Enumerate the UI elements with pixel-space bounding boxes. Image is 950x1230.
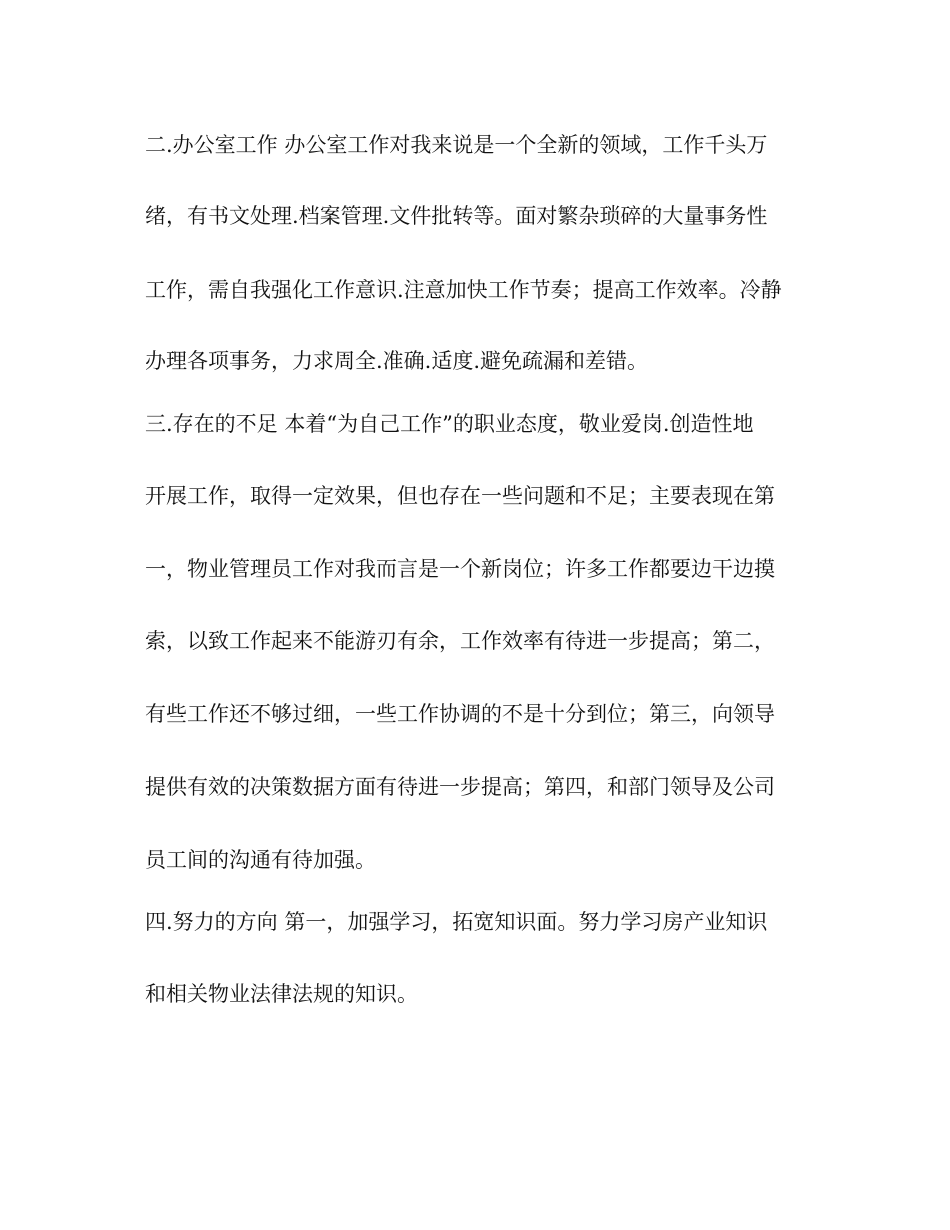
text-line-7: 一，物业管理员工作对我而言是一个新岗位；许多工作都要边干边摸 — [145, 557, 775, 581]
text-line-1: 二.办公室工作 办公室工作对我来说是一个全新的领域，工作千头万 — [145, 133, 768, 157]
text-line-6: 开展工作，取得一定效果，但也存在一些问题和不足；主要表现在第 — [145, 484, 775, 508]
text-line-8: 索，以致工作起来不能游刃有余，工作效率有待进一步提高；第二， — [145, 629, 775, 653]
text-line-12: 四.努力的方向 第一，加强学习，拓宽知识面。努力学习房产业知识 — [145, 910, 768, 934]
text-line-10: 提供有效的决策数据方面有待进一步提高；第四，和部门领导及公司 — [145, 775, 775, 799]
text-line-13: 和相关物业法律法规的知识。 — [145, 982, 418, 1006]
text-line-5: 三.存在的不足 本着“为自己工作”的职业态度，敬业爱岗.创造性地 — [145, 412, 754, 436]
text-line-2: 绪，有书文处理.档案管理.文件批转等。面对繁杂琐碎的大量事务性 — [145, 204, 768, 228]
text-line-9: 有些工作还不够过细，一些工作协调的不是十分到位；第三，向领导 — [145, 702, 775, 726]
text-line-11: 员工间的沟通有待加强。 — [145, 848, 376, 872]
text-line-4: 办理各项事务，力求周全.准确.适度.避免疏漏和差错。 — [145, 349, 649, 373]
text-line-3: 工作，需自我强化工作意识.注意加快工作节奏；提高工作效率。冷静 — [145, 278, 782, 302]
